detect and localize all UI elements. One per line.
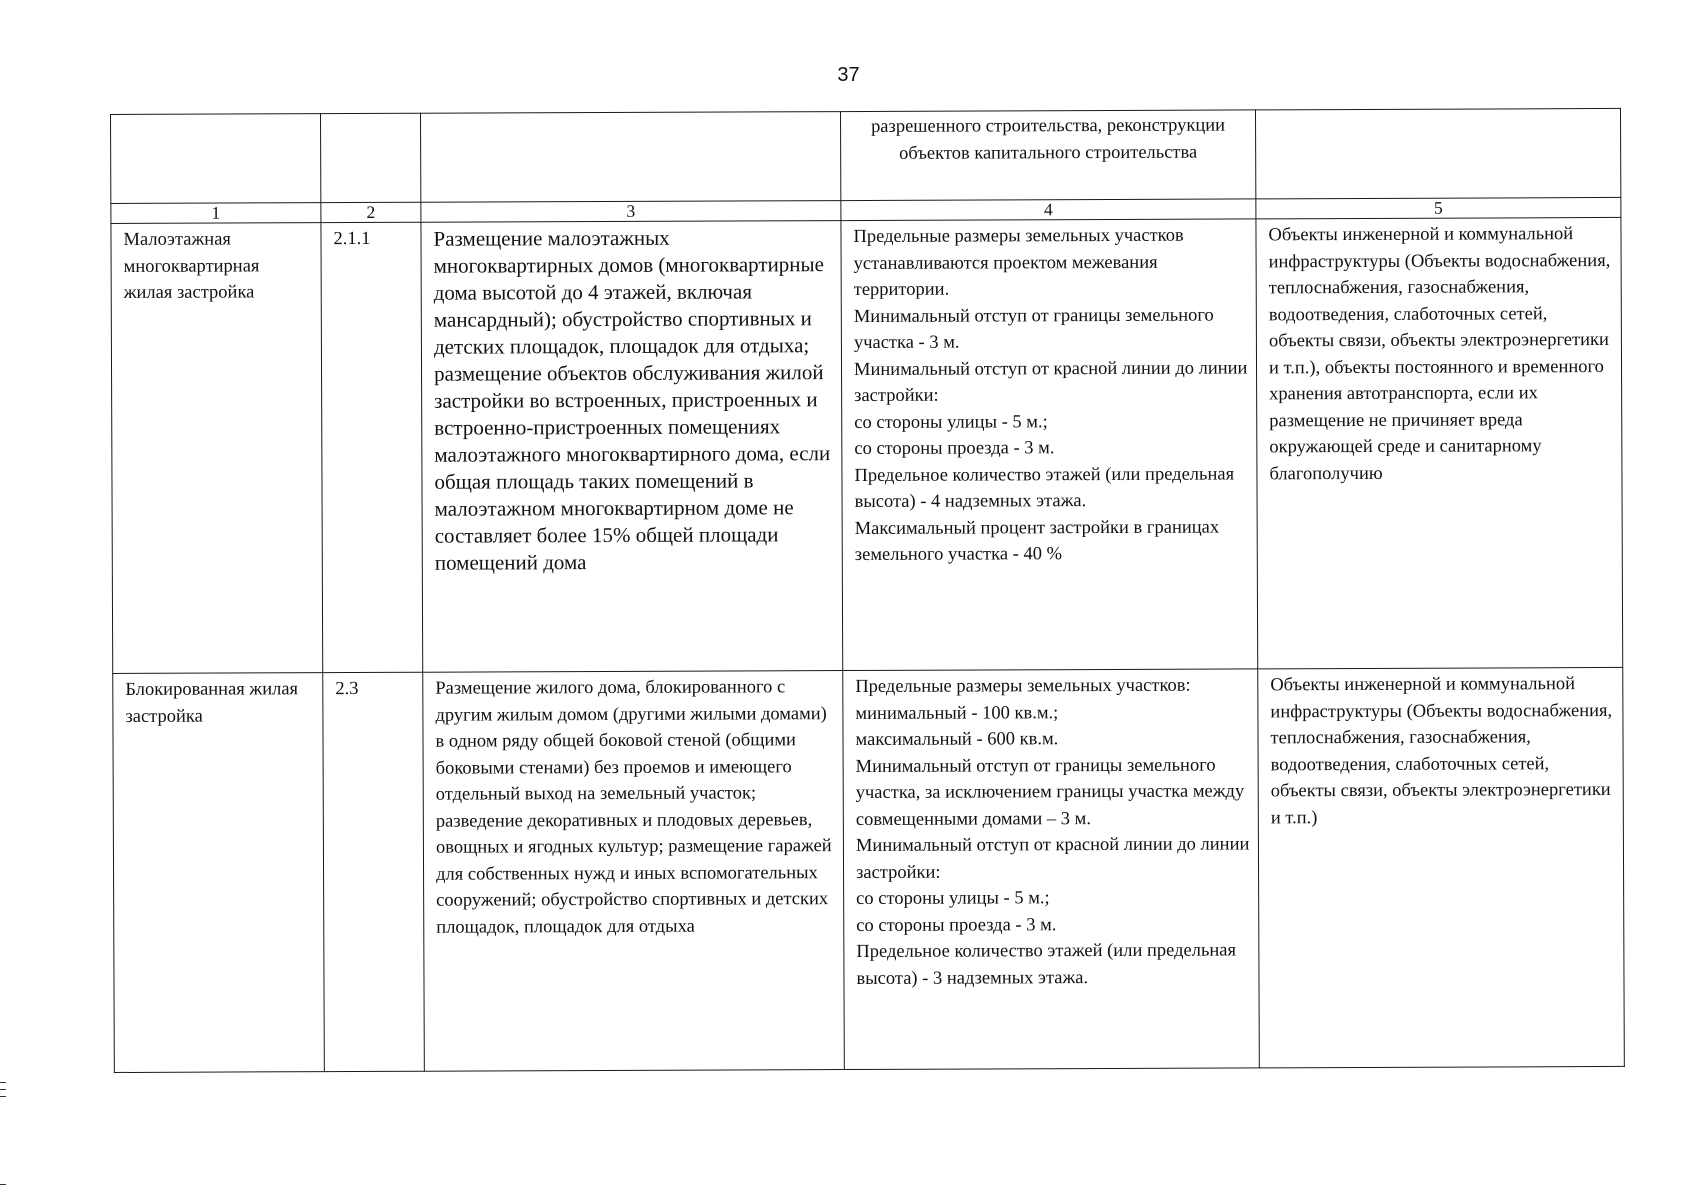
auxiliary-uses: Объекты инженерной и коммунальной инфраструктуры (Объекты водоснабжения, теплоснабжения, газоснабжения, водоотведения, слаботочных сетей, объекты связи, объекты электроэнергетики и т.п.), объекты постоянного и временного хранения автотранспорта, если их размещение не причиняет вреда окружающей среде и санитарному благополучию: [1256, 217, 1623, 668]
parameter-line: Максимальный процент застройки в границах земельного участка - 40 %: [854, 517, 1220, 566]
parameter-line: Минимальный отступ от красной линии до линии застройки:: [853, 357, 1248, 407]
parameter-line: минимальный - 100 кв.м.;: [855, 702, 1059, 724]
header-cell-4: разрешенного строительства, реконструкции объектов капитального строительства: [840, 110, 1255, 201]
parameter-line: Предельное количество этажей (или предельная высота) - 4 надземных этажа.: [854, 463, 1235, 513]
header-cell-1: [111, 114, 321, 204]
scan-edge-mark: [0, 1082, 6, 1083]
header-cell-5: [1255, 108, 1620, 198]
parameter-line: со стороны проезда - 3 м.: [854, 438, 1055, 460]
parameter-line: Минимальный отступ от границы земельного участка, за исключением границы участка между совмещенными домами – 3 м.: [855, 755, 1245, 830]
zoning-table: [110, 108, 1625, 1073]
parameter-line: Предельные размеры земельных участков устанавливаются проектом межевания территории.: [853, 225, 1184, 301]
parameter-line: Предельное количество этажей (или предельная высота) - 3 надземных этажа.: [856, 940, 1237, 989]
use-type-description: Размещение малоэтажных многоквартирных домов (многоквартирные дома высотой до 4 этажей, включая мансардный); обустройство спортивных и детских площадок, площадок для отдыха; размещение объектов обслуживания жилой застройки во встроенных, пристроенных и встроенно-пристроенных помещениях малоэтажного многоквартирного дома, если общая площадь таких помещений в малоэтажном многоквартирном доме не составляет более 15% общей площади помещений дома: [421, 221, 843, 673]
scan-edge-mark: [0, 1089, 6, 1090]
column-number: 2: [321, 202, 421, 222]
page-number: 37: [837, 64, 860, 86]
scan-edge-mark: [0, 1096, 6, 1097]
use-type-code: 2.1.1: [321, 222, 423, 672]
table-row: [113, 667, 1625, 1072]
use-type-code: 2.3: [323, 672, 425, 1071]
building-parameters: [841, 219, 1258, 671]
parameter-line: со стороны проезда - 3 м.: [856, 914, 1057, 936]
column-number: 3: [421, 201, 841, 223]
building-parameters: [843, 669, 1260, 1070]
continued-header-row: [111, 108, 1621, 203]
column-number: 1: [111, 203, 321, 224]
column-number: 5: [1256, 197, 1621, 218]
parameter-line: Минимальный отступ от красной линии до линии застройки:: [855, 834, 1250, 883]
parameter-line: со стороны улицы - 5 м.;: [856, 888, 1050, 910]
auxiliary-uses: Объекты инженерной и коммунальной инфраструктуры (Объекты водоснабжения, теплоснабжения, газоснабжения, водоотведения, слаботочных сетей, объекты связи, объекты электроэнергетики и т.п.): [1258, 667, 1625, 1067]
parameter-line: Предельные размеры земельных участков:: [855, 675, 1191, 698]
scan-edge-mark: [0, 1184, 6, 1185]
parameter-line: со стороны улицы - 5 м.;: [854, 411, 1048, 433]
use-type-description: Размещение жилого дома, блокированного с другим жилым домом (другими жилыми домами) в одном ряду общей боковой стеной (общими боковыми стенами) без проемов и имеющего отдельный выход на земельный участок; разведение декоративных и плодовых деревьев, овощных и ягодных культур; размещение гаражей для собственных нужд и иных вспомогательных сооружений; обустройство спортивных и детских площадок, площадок для отдыха: [423, 671, 845, 1072]
use-type-name: Блокированная жилая застройка: [113, 673, 325, 1073]
parameter-line: максимальный - 600 кв.м.: [855, 729, 1059, 751]
use-type-name: Малоэтажная многоквартирная жилая застройка: [111, 223, 323, 674]
column-number: 4: [841, 199, 1256, 221]
parameter-line: Минимальный отступ от границы земельного участка - 3 м.: [853, 305, 1214, 354]
table-row: [111, 217, 1623, 673]
header-cell-2: [321, 113, 421, 202]
header-cell-3: [420, 112, 840, 203]
